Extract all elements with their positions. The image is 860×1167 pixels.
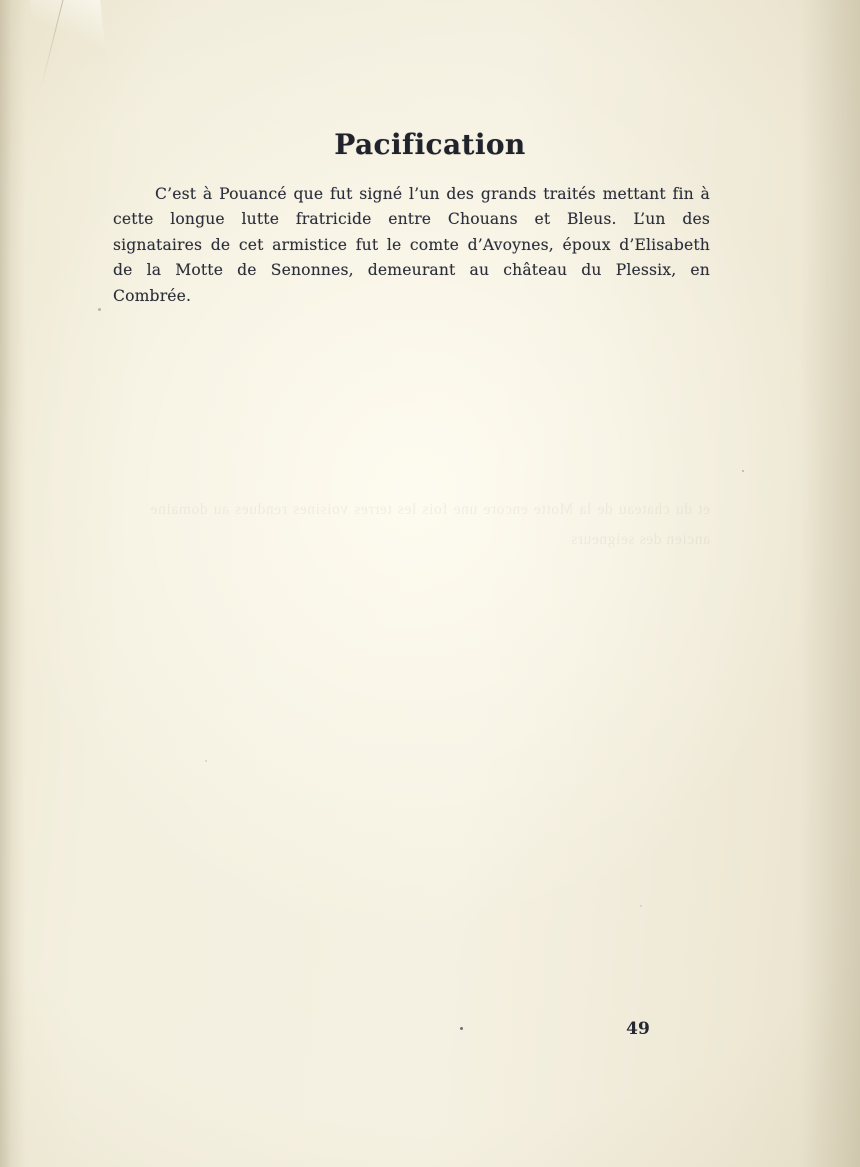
body-paragraph: C’est à Pouancé que fut signé l’un des grands traités mettant fin à cette longue lutte fratricide entre Chouans et Bleus. L’un des signataires de cet armistice fut le comte d’Avoynes, époux d’Elisabeth de la Motte de Senonnes, demeurant au château du Plessix, en Combrée. bbox=[113, 185, 710, 305]
page-number-value: 49 bbox=[626, 1019, 650, 1039]
page-title: Pacification bbox=[334, 128, 526, 161]
show-through-text: et du chateau de la Motte encore une fois les terres voisines rendues au domaine ancien des seigneurs bbox=[150, 501, 710, 548]
page-number bbox=[0, 1019, 860, 1039]
